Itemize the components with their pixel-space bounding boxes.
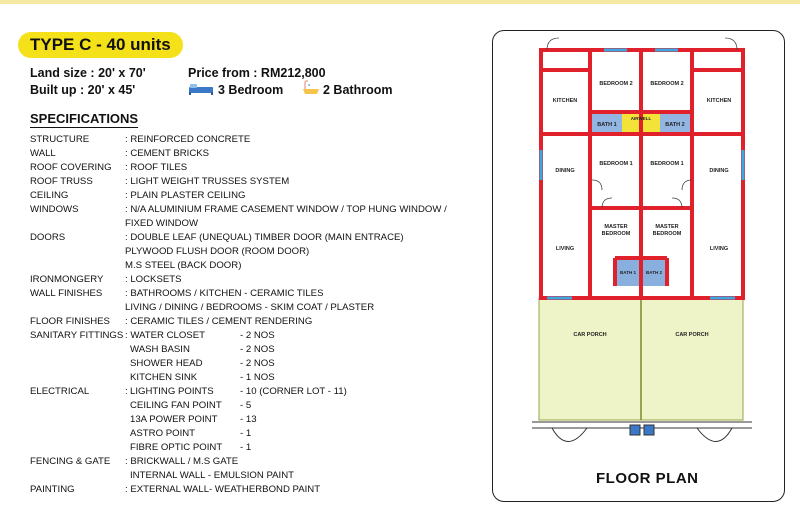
spec-value: : LIGHT WEIGHT TRUSSES SYSTEM [125,176,290,187]
electrical-row [130,399,252,413]
sanitary-item: WASH BASIN [130,344,190,355]
specifications-heading: SPECIFICATIONS [30,111,139,126]
label-bedroom-1-left: BEDROOM 1 [599,161,633,167]
sanitary-row [130,357,275,371]
label-dining-left: DINING [555,168,575,174]
internal-wall-value: INTERNAL WALL - EMULSION PAINT [130,470,295,481]
electrical-qty: - 1 [240,428,252,439]
electrical-qty: - 13 [240,414,257,425]
label-bath-2: BATH 2 [665,122,685,128]
spec-label: FLOOR FINISHES [30,316,110,327]
bathtub-icon [300,80,322,96]
car-porch-left [539,298,641,420]
sanitary-row [130,343,275,357]
sanitary-qty: - 1 NOS [240,372,275,383]
floor-plan-drawing [492,30,783,500]
bed-icon [188,82,214,96]
sanitary-item: : WATER CLOSET [125,330,205,341]
built-up: Built up : 20' x 45' [30,83,136,97]
electrical-row [130,413,257,427]
label-master-bedroom-right: BEDROOM [652,231,682,237]
spec-value: : N/A ALUMINIUM FRAME CASEMENT WINDOW / TOP HUNG WINDOW / [125,204,447,215]
spec-label: STRUCTURE [30,134,90,145]
floor-plan-caption: FLOOR PLAN [596,470,699,487]
label-kitchen-right: KITCHEN [706,98,732,104]
internal-wall-row [130,469,294,483]
price: Price from : RM212,800 [188,66,326,80]
unit-type-badge: TYPE C - 40 units [18,32,183,58]
spec-value: : ROOF TILES [125,162,188,173]
spec-value: PLYWOOD FLUSH DOOR (ROOM DOOR) [125,246,310,257]
spec-value: : PLAIN PLASTER CEILING [125,190,246,201]
sanitary-row [125,329,275,343]
label-kitchen-left: KITCHEN [552,98,578,104]
label-bedroom-2-left: BEDROOM 2 [599,81,633,87]
label-master-bedroom-left: BEDROOM [601,231,631,237]
electrical-item: FIBRE OPTIC POINT [130,442,223,453]
spec-label: IRONMONGERY [30,274,104,285]
spec-label: ELECTRICAL [30,386,90,397]
electrical-qty: - 1 [240,442,252,453]
label-bath-bottom-2: BATH 2 [646,270,662,275]
spec-label: WALL FINISHES [30,288,103,299]
label-airwell: AIRWELL [630,116,652,121]
label-car-porch-left: CAR PORCH [573,332,607,338]
bathroom-count: 2 Bathroom [323,83,393,97]
spec-label: DOORS [30,232,66,243]
spec-value: : REINFORCED CONCRETE [125,134,251,145]
spec-value: M.S STEEL (BACK DOOR) [125,260,242,271]
spec-value: : DOUBLE LEAF (UNEQUAL) TIMBER DOOR (MAIN ENTRACE) [125,232,404,243]
label-living-left: LIVING [555,246,575,252]
top-border [0,0,800,4]
spec-value: : BATHROOMS / KITCHEN - CERAMIC TILES [125,288,324,299]
spec-label: CEILING [30,190,69,201]
gate-lines [532,422,752,442]
sanitary-row [130,371,275,385]
label-living-right: LIVING [709,246,729,252]
electrical-row [130,385,347,399]
electrical-row [130,427,252,441]
sanitary-qty: - 2 NOS [240,358,275,369]
spec-label: WINDOWS [30,204,79,215]
sanitary-qty: - 2 NOS [240,344,275,355]
label-master-right: MASTER [655,224,679,230]
spec-label: ROOF COVERING [30,162,112,173]
electrical-item: 13A POWER POINT [130,414,218,425]
sanitary-item: SHOWER HEAD [130,358,203,369]
wall-lines [541,50,743,298]
label-car-porch-right: CAR PORCH [675,332,709,338]
spec-value: : CEMENT BRICKS [125,148,210,159]
spec-value: : CERAMIC TILES / CEMENT RENDERING [125,316,313,327]
car-porch-right [641,298,743,420]
label-bedroom-1-right: BEDROOM 1 [650,161,684,167]
spec-value: : EXTERNAL WALL- WEATHERBOND PAINT [125,484,321,495]
label-bedroom-2-right: BEDROOM 2 [650,81,684,87]
spec-label: WALL [30,148,56,159]
spec-value: : BRICKWALL / M.S GATE [125,456,239,467]
spec-value: : LOCKSETS [125,274,182,285]
electrical-item: LIGHTING POINTS [130,386,214,397]
label-dining-right: DINING [709,168,729,174]
electrical-item: ASTRO POINT [130,428,196,439]
sanitary-item: KITCHEN SINK [130,372,198,383]
spec-label: ROOF TRUSS [30,176,93,187]
electrical-row [130,441,252,455]
spec-label: PAINTING [30,484,75,495]
electrical-item: CEILING FAN POINT [130,400,222,411]
label-bath-bottom-1: BATH 1 [620,270,636,275]
label-master-left: MASTER [604,224,628,230]
spec-value: LIVING / DINING / BEDROOMS - SKIM COAT / PLASTER [125,302,375,313]
spec-value: FIXED WINDOW [125,218,199,229]
sanitary-qty: - 2 NOS [240,330,275,341]
spec-label: FENCING & GATE [30,456,111,467]
spec-label: SANITARY FITTINGS [30,330,124,341]
label-bath-1: BATH 1 [597,122,617,128]
electrical-qty: - 5 [240,400,252,411]
electrical-qty: - 10 (CORNER LOT - 11) [240,386,347,397]
bedroom-count: 3 Bedroom [218,83,284,97]
land-size: Land size : 20' x 70' [30,66,146,80]
